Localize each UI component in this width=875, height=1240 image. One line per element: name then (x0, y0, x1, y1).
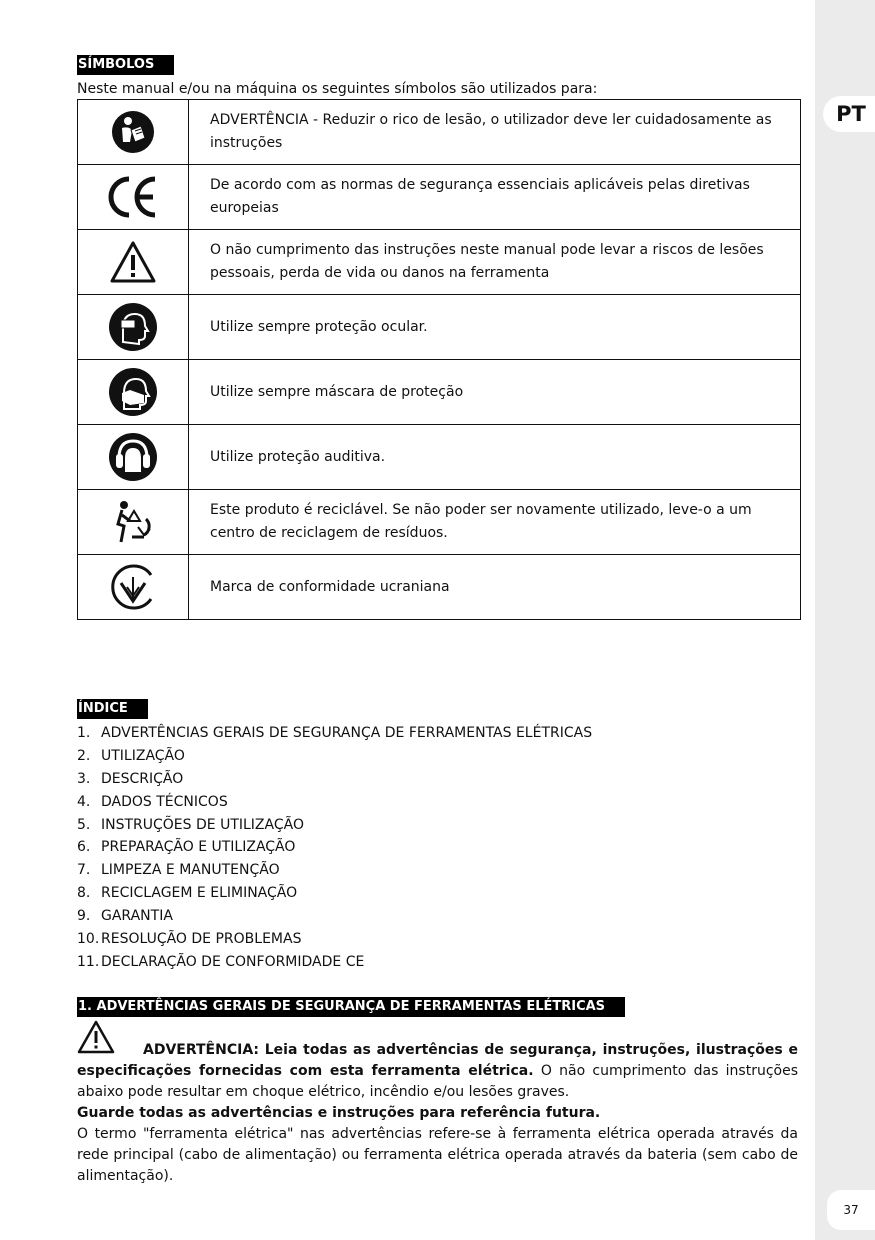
list-item: 6. PREPARAÇÃO E UTILIZAÇÃO (77, 839, 296, 856)
warning-bold: ADVERTÊNCIA: Leia todas as advertências de segurança, instruções, ilustrações e especificações fornecidas com esta ferramenta elétrica. (77, 1042, 798, 1079)
symbol-text: Este produto é reciclável. Se não poder ser novamente utilizado, leve-o a um centro de reciclagem de resíduos. (189, 490, 801, 555)
symbols-heading: SÍMBOLOS (77, 55, 174, 75)
list-item: 3. DESCRIÇÃO (77, 770, 184, 787)
symbol-text: Utilize proteção auditiva. (189, 425, 801, 490)
read-manual-icon (78, 100, 189, 165)
list-item: 1. ADVERTÊNCIAS GERAIS DE SEGURANÇA DE FERRAMENTAS ELÉTRICAS (77, 725, 593, 741)
list-item: 4. DADOS TÉCNICOS (77, 793, 228, 810)
language-tab: PT (823, 96, 875, 132)
table-row (78, 425, 801, 490)
eye-protection-icon (78, 295, 189, 360)
symbol-text: Utilize sempre máscara de proteção (189, 360, 801, 425)
symbol-text: Utilize sempre proteção ocular. (189, 295, 801, 360)
list-item: 2. UTILIZAÇÃO (77, 747, 185, 764)
symbol-text: De acordo com as normas de segurança essenciais aplicáveis pelas diretivas europeias (189, 165, 801, 230)
section1-body (77, 1040, 798, 1187)
symbols-intro: Neste manual e/ou na máquina os seguintes símbolos são utilizados para: (77, 81, 598, 97)
page-number: 37 (827, 1190, 875, 1230)
list-item: 11. DECLARAÇÃO DE CONFORMIDADE CE (77, 953, 365, 970)
keep-note: Guarde todas as advertências e instruções para referência futura. (77, 1105, 601, 1121)
definition-paragraph: O termo "ferramenta elétrica" nas advertências refere-se à ferramenta elétrica operada através da rede principal (cabo de alimentação) ou ferramenta elétrica operada através da bateria (sem cabo de alimentação). (77, 1126, 798, 1184)
table-row (78, 165, 801, 230)
face-mask-icon (78, 360, 189, 425)
section1-heading: 1. ADVERTÊNCIAS GERAIS DE SEGURANÇA DE FERRAMENTAS ELÉTRICAS (77, 997, 625, 1017)
table-row (78, 490, 801, 555)
table-row (78, 360, 801, 425)
warning-rest: O não cumprimento das instruções abaixo pode resultar em choque elétrico, incêndio e/ou lesões graves. (77, 1063, 798, 1100)
list-item: 8. RECICLAGEM E ELIMINAÇÃO (77, 885, 298, 902)
list-item: 5. INSTRUÇÕES DE UTILIZAÇÃO (77, 816, 304, 833)
symbol-text: O não cumprimento das instruções neste manual pode levar a riscos de lesões pessoais, perda de vida ou danos na ferramenta (189, 230, 801, 295)
index-list (77, 722, 592, 974)
list-item: 10. RESOLUÇÃO DE PROBLEMAS (77, 931, 302, 948)
table-row (78, 100, 801, 165)
symbol-text: Marca de conformidade ucraniana (189, 555, 801, 620)
index-heading: ÍNDICE (77, 699, 148, 719)
warning-paragraph (77, 1040, 798, 1103)
ear-protection-icon (78, 425, 189, 490)
ce-mark-icon (78, 165, 189, 230)
list-item: 7. LIMPEZA E MANUTENÇÃO (77, 862, 280, 879)
table-row (78, 230, 801, 295)
recycle-icon (78, 490, 189, 555)
ukraine-conformity-icon (78, 555, 189, 620)
table-row (78, 295, 801, 360)
symbols-table (77, 99, 801, 620)
symbol-text: ADVERTÊNCIA - Reduzir o rico de lesão, o utilizador deve ler cuidadosamente as instruções (189, 100, 801, 165)
side-strip (815, 0, 875, 1240)
table-row (78, 555, 801, 620)
warning-triangle-icon (78, 230, 189, 295)
list-item: 9. GARANTIA (77, 908, 173, 925)
